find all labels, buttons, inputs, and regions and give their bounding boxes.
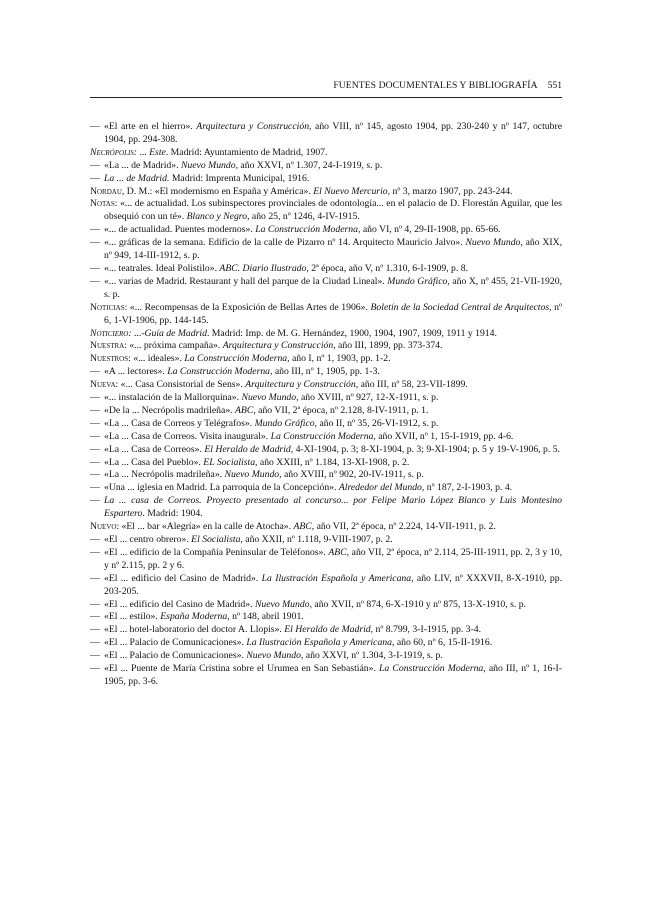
bibliography-entry [90,457,562,470]
entry-text: , año XXII, nº 1.118, 9-VIII-1907, p. 2. [240,534,393,545]
entry-text: , año VIII, nº 145, agosto 1904, pp. 230-240 y nº 147, octubre 1904, pp. 294-308. [104,121,562,145]
bibliography-entry [90,121,562,147]
entry-heading: Nuevo [90,521,117,533]
entry-text: , año XXVI, nº 1.307, 24-I-1919, s. p. [235,159,383,171]
entry-heading: Nordau [90,185,122,197]
repeat-author-dash: — [90,546,100,558]
publication-title: La Construcción Moderna [255,224,358,236]
entry-text: , 2ª época, año V, nº 1.310, 6-I-1909, p. 8. [306,262,468,274]
bibliography-entry [90,599,562,612]
publication-title: Boletín de la Sociedad Central de Arquitectos [370,301,550,313]
bibliography-entry [90,418,562,431]
publication-title: ABC. Diario Ilustrado [219,262,307,274]
entry-text: «La ... de Madrid». [104,159,181,171]
entry-text: , año III, nº 1, 16-I-1905, pp. 3-6. [104,663,562,687]
entry-text: , 4-XI-1904, p. 3; 8-XI-1904, p. 3; 9-XI-1904; p. 5 y 19-V-1906, p. 5. [290,443,560,455]
bibliography-entry [90,340,562,353]
repeat-author-dash: — [90,469,100,481]
publication-title: La Ilustración Española y Americana [261,572,412,584]
repeat-author-dash: — [90,121,100,132]
repeat-author-dash: — [90,224,100,236]
publication-title: ABC [293,521,312,533]
publication-title: ABC [235,404,254,416]
publication-title: Guía de Madrid [144,327,207,339]
publication-title: Arquitectura y Construcción [222,340,334,352]
entry-text: , año XVII, nº 1, 15-I-1919, pp. 4-6. [373,430,514,442]
bibliography-entry [90,379,562,392]
repeat-author-dash: — [90,275,100,287]
publication-title: Blanco y Negro [186,211,248,223]
bibliography-entry [90,637,562,650]
book-page [90,0,562,910]
entry-heading: Notas [90,198,115,210]
bibliography-entry [90,237,562,263]
entry-text: , nº 148, abril 1901. [227,611,304,623]
entry-text: «A ... lectores». [104,366,168,378]
entry-text: , D. M.: «El modernismo en España y América». [121,185,314,197]
entry-text: «... de actualidad. Puentes modernos». [104,224,256,236]
entry-text: ...- [131,327,145,339]
entry-text: , nº 187, 2-I-1903, p. 4. [421,482,513,494]
entry-text: , año XIX, nº 949, 14-III-1912, s. p. [104,237,562,262]
bibliography-entry [90,224,562,237]
bibliography-entry [90,650,562,663]
bibliography-entry [90,302,562,328]
entry-text: «La ... Casa de Correos. Visita inaugural». [104,430,271,442]
publication-title: La ... casa de Correos. Proyecto presentado al concurso... por Felipe Mario López Blanco y Luis Montesino Espartero [104,495,562,520]
repeat-author-dash: — [90,404,100,416]
publication-title: La Construcción Moderna [184,353,288,365]
publication-title: Arquitectura y Construcción [196,121,310,132]
publication-title: El Heraldo de Madrid [284,624,371,636]
publication-title: Mundo Gráfico [254,417,315,429]
repeat-author-dash: — [90,598,100,610]
publication-title: Nuevo Mundo [241,392,297,404]
repeat-author-dash: — [90,237,100,249]
publication-title: Arquitectura y Construcción [245,379,356,391]
entry-text: «El ... Puente de María Cristina sobre el Urumea en San Sebastián». [104,663,380,675]
entry-heading: Noticias [90,301,125,313]
publication-title: La Construcción Moderna [167,366,271,378]
entry-text: , año XXIII, nº 1.184, 13-XI-1908, p. 2. [255,456,410,468]
repeat-author-dash: — [90,624,100,636]
bibliography-entry [90,469,562,482]
entry-text: , año VII, 2ª época, nº 2.114, 25-III-1911, pp. 2, 3 y 10, y nº 2.115, pp. 2 y 6. [104,546,562,571]
repeat-author-dash: — [90,430,100,442]
entry-text: , año III, nº 58, 23-VII-1899. [355,379,468,391]
repeat-author-dash: — [90,663,100,675]
publication-title: Nuevo Mundo [224,469,280,481]
publication-title: Nuevo Mundo [246,650,301,662]
repeat-author-dash: — [90,572,100,584]
publication-title: Nuevo Mundo [465,237,521,249]
entry-text: «... instalación de la Mallorquina». [104,392,242,404]
entry-text: «... teatrales. Ideal Polistilo». [104,262,220,274]
repeat-author-dash: — [90,262,100,274]
publication-title: La Construcción Moderna [379,663,484,675]
entry-heading: Nuestros [90,353,129,365]
entry-text: : «... Casa Consistorial de Sens». [115,379,246,391]
publication-title: Mundo Gráfico [387,275,448,287]
entry-text: : «El ... bar «Alegría» en la calle de Atocha». [116,521,294,533]
running-header [90,80,562,98]
bibliography-entry [90,534,562,547]
entry-text: , año VI, nº 4, 29-II-1908, pp. 65-66. [358,224,501,236]
bibliography-entry [90,405,562,418]
repeat-author-dash: — [90,392,100,404]
entry-text: «El ... edificio del Casino de Madrid». [104,572,262,584]
bibliography-entry [90,495,562,521]
entry-text: , año 25, nº 1246, 4-IV-1915. [247,211,360,223]
entry-heading: Nuestra [90,340,125,352]
bibliography-entry [90,366,562,379]
repeat-author-dash: — [90,611,100,623]
entry-text: «El ... centro obrero». [104,534,192,545]
repeat-author-dash: — [90,495,100,507]
publication-title: El Heraldo de Madrid [204,443,291,455]
bibliography-entry [90,547,562,573]
entry-text: , nº 6, 1-VI-1906, pp. 144-145. [104,301,562,326]
entry-text: , nº 3, marzo 1907, pp. 243-244. [387,185,513,197]
entry-text: , año XXVI, nº 1.304, 3-I-1919, s. p. [300,650,443,662]
bibliography-entry [90,663,562,689]
publication-title: El Socialista [191,534,241,545]
entry-text: , año VII, 2ª época, nº 2.224, 14-VII-1911, p. 2. [311,521,496,533]
entry-text: «El ... edificio de la Compañía Peninsular de Teléfonos». [104,546,329,558]
entry-text: . Madrid: Ayuntamiento de Madrid, 1907. [165,146,328,158]
repeat-author-dash: — [90,366,100,378]
entry-text: , año II, nº 35, 26-VI-1912, s. p. [314,417,439,429]
entry-text: , año 60, nº 6, 15-II-1916. [392,637,493,649]
entry-text: , año LIV, nº XXXVII, 8-X-1910, pp. 203-205. [104,572,562,597]
bibliography-entry [90,611,562,624]
entry-text: , año III, 1899, pp. 373-374. [333,340,443,352]
entry-text: «Una ... iglesia en Madrid. La parroquia de la Concepción». [104,482,339,494]
entry-text: Madrid: Imprenta Municipal, 1916. [169,172,310,184]
repeat-author-dash: — [90,159,100,171]
entry-text: : «... de actualidad. Los subinspectores provinciales de odontología... en el palacio de D. Florestán Aguilar, que les obsequió con un té». [104,198,562,223]
publication-title: La ... de Madrid. [104,172,170,184]
entry-text: «La ... Casa del Pueblo». [104,456,204,468]
entry-text: «La ... Casa de Correos y Telégrafos». [104,417,255,429]
entry-text: «La ... Casa de Correos». [104,443,205,455]
bibliography-entry [90,173,562,186]
bibliography-entry [90,353,562,366]
entry-text: «De la ... Necrópolis madrileña». [104,404,236,416]
bibliography-entry [90,328,562,341]
page-number: 551 [547,80,562,91]
publication-title: Este [149,146,166,158]
entry-text: ... [137,146,150,158]
entry-text: , año III, nº 1, 1905, pp. 1-3. [270,366,380,378]
publication-title: España Moderna [160,611,228,623]
bibliography-entry [90,198,562,224]
entry-text: «El arte en el hierro». [104,121,197,132]
bibliography-entry [90,482,562,495]
bibliography-entry [90,186,562,199]
entry-heading: Necrópolis: [90,146,138,158]
bibliography-list [90,121,562,689]
repeat-author-dash: — [90,482,100,494]
publication-title: Nuevo Mundo [254,598,310,610]
publication-title: Alrededor del Mundo [338,482,422,494]
bibliography-entry [90,392,562,405]
repeat-author-dash: — [90,443,100,455]
entry-heading: Noticiero: [90,327,132,339]
entry-text: «El ... Palacio de Comunicaciones». [104,637,247,649]
entry-text: : «... próxima campaña». [124,340,223,352]
entry-text: . Madrid: 1904. [142,508,203,520]
repeat-author-dash: — [90,650,100,662]
entry-text: «El ... estilo». [104,611,161,623]
publication-title: La Ilustración Española y Americana [246,637,392,649]
repeat-author-dash: — [90,637,100,649]
entry-text: , año XVII, nº 874, 6-X-1910 y nº 875, 13-X-1910, s. p. [309,598,526,610]
entry-text: , año XVIII, nº 927, 12-X-1911, s. p. [296,392,439,404]
entry-text: «El ... Palacio de Comunicaciones». [104,650,247,662]
publication-title: El Nuevo Mercurio [313,185,388,197]
bibliography-entry [90,160,562,173]
repeat-author-dash: — [90,456,100,468]
entry-text: «El ... edificio del Casino de Madrid». [104,598,255,610]
entry-text: . Madrid: Imp. de M. G. Hernández, 1900, 1904, 1907, 1909, 1911 y 1914. [206,327,497,339]
bibliography-entry [90,276,562,302]
entry-heading: Nueva [90,379,116,391]
entry-text: «... varias de Madrid. Restaurant y hall del parque de la Ciudad Lineal». [104,275,388,287]
entry-text: : «... Recompensas de la Exposición de Bellas Artes de 1906». [124,301,371,313]
bibliography-entry [90,147,562,160]
entry-text: : «... ideales». [128,353,185,365]
entry-text: , año X, nº 455, 21-VII-1920, s. p. [104,275,562,300]
repeat-author-dash: — [90,534,100,545]
repeat-author-dash: — [90,417,100,429]
bibliography-entry [90,263,562,276]
publication-title: EL Socialista [203,456,256,468]
repeat-author-dash: — [90,172,100,184]
bibliography-entry [90,624,562,637]
entry-text: «El ... hotel-laboratorio del doctor A. Llopis». [104,624,285,636]
publication-title: ABC [328,546,347,558]
bibliography-entry [90,521,562,534]
entry-text: , año I, nº 1, 1903, pp. 1-2. [287,353,391,365]
entry-text: , año VII, 2ª época, nº 2.128, 8-IV-1911, p. 1. [253,404,429,416]
entry-text: , nº 8.799, 3-I-1915, pp. 3-4. [370,624,482,636]
entry-text: «... gráficas de la semana. Edificio de la calle de Pizarro nº 14. Arquitecto Mauricio Jalvo». [104,237,466,249]
bibliography-entry [90,444,562,457]
running-header-title: FUENTES DOCUMENTALES Y BIBLIOGRAFÍA [333,80,538,91]
bibliography-entry [90,573,562,599]
entry-text: «La ... Necrópolis madrileña». [104,469,225,481]
entry-text: , año XVIII, nº 902, 20-IV-1911, s. p. [279,469,424,481]
publication-title: Nuevo Mundo [180,159,236,171]
publication-title: La Construcción Moderna [270,430,374,442]
bibliography-entry [90,431,562,444]
